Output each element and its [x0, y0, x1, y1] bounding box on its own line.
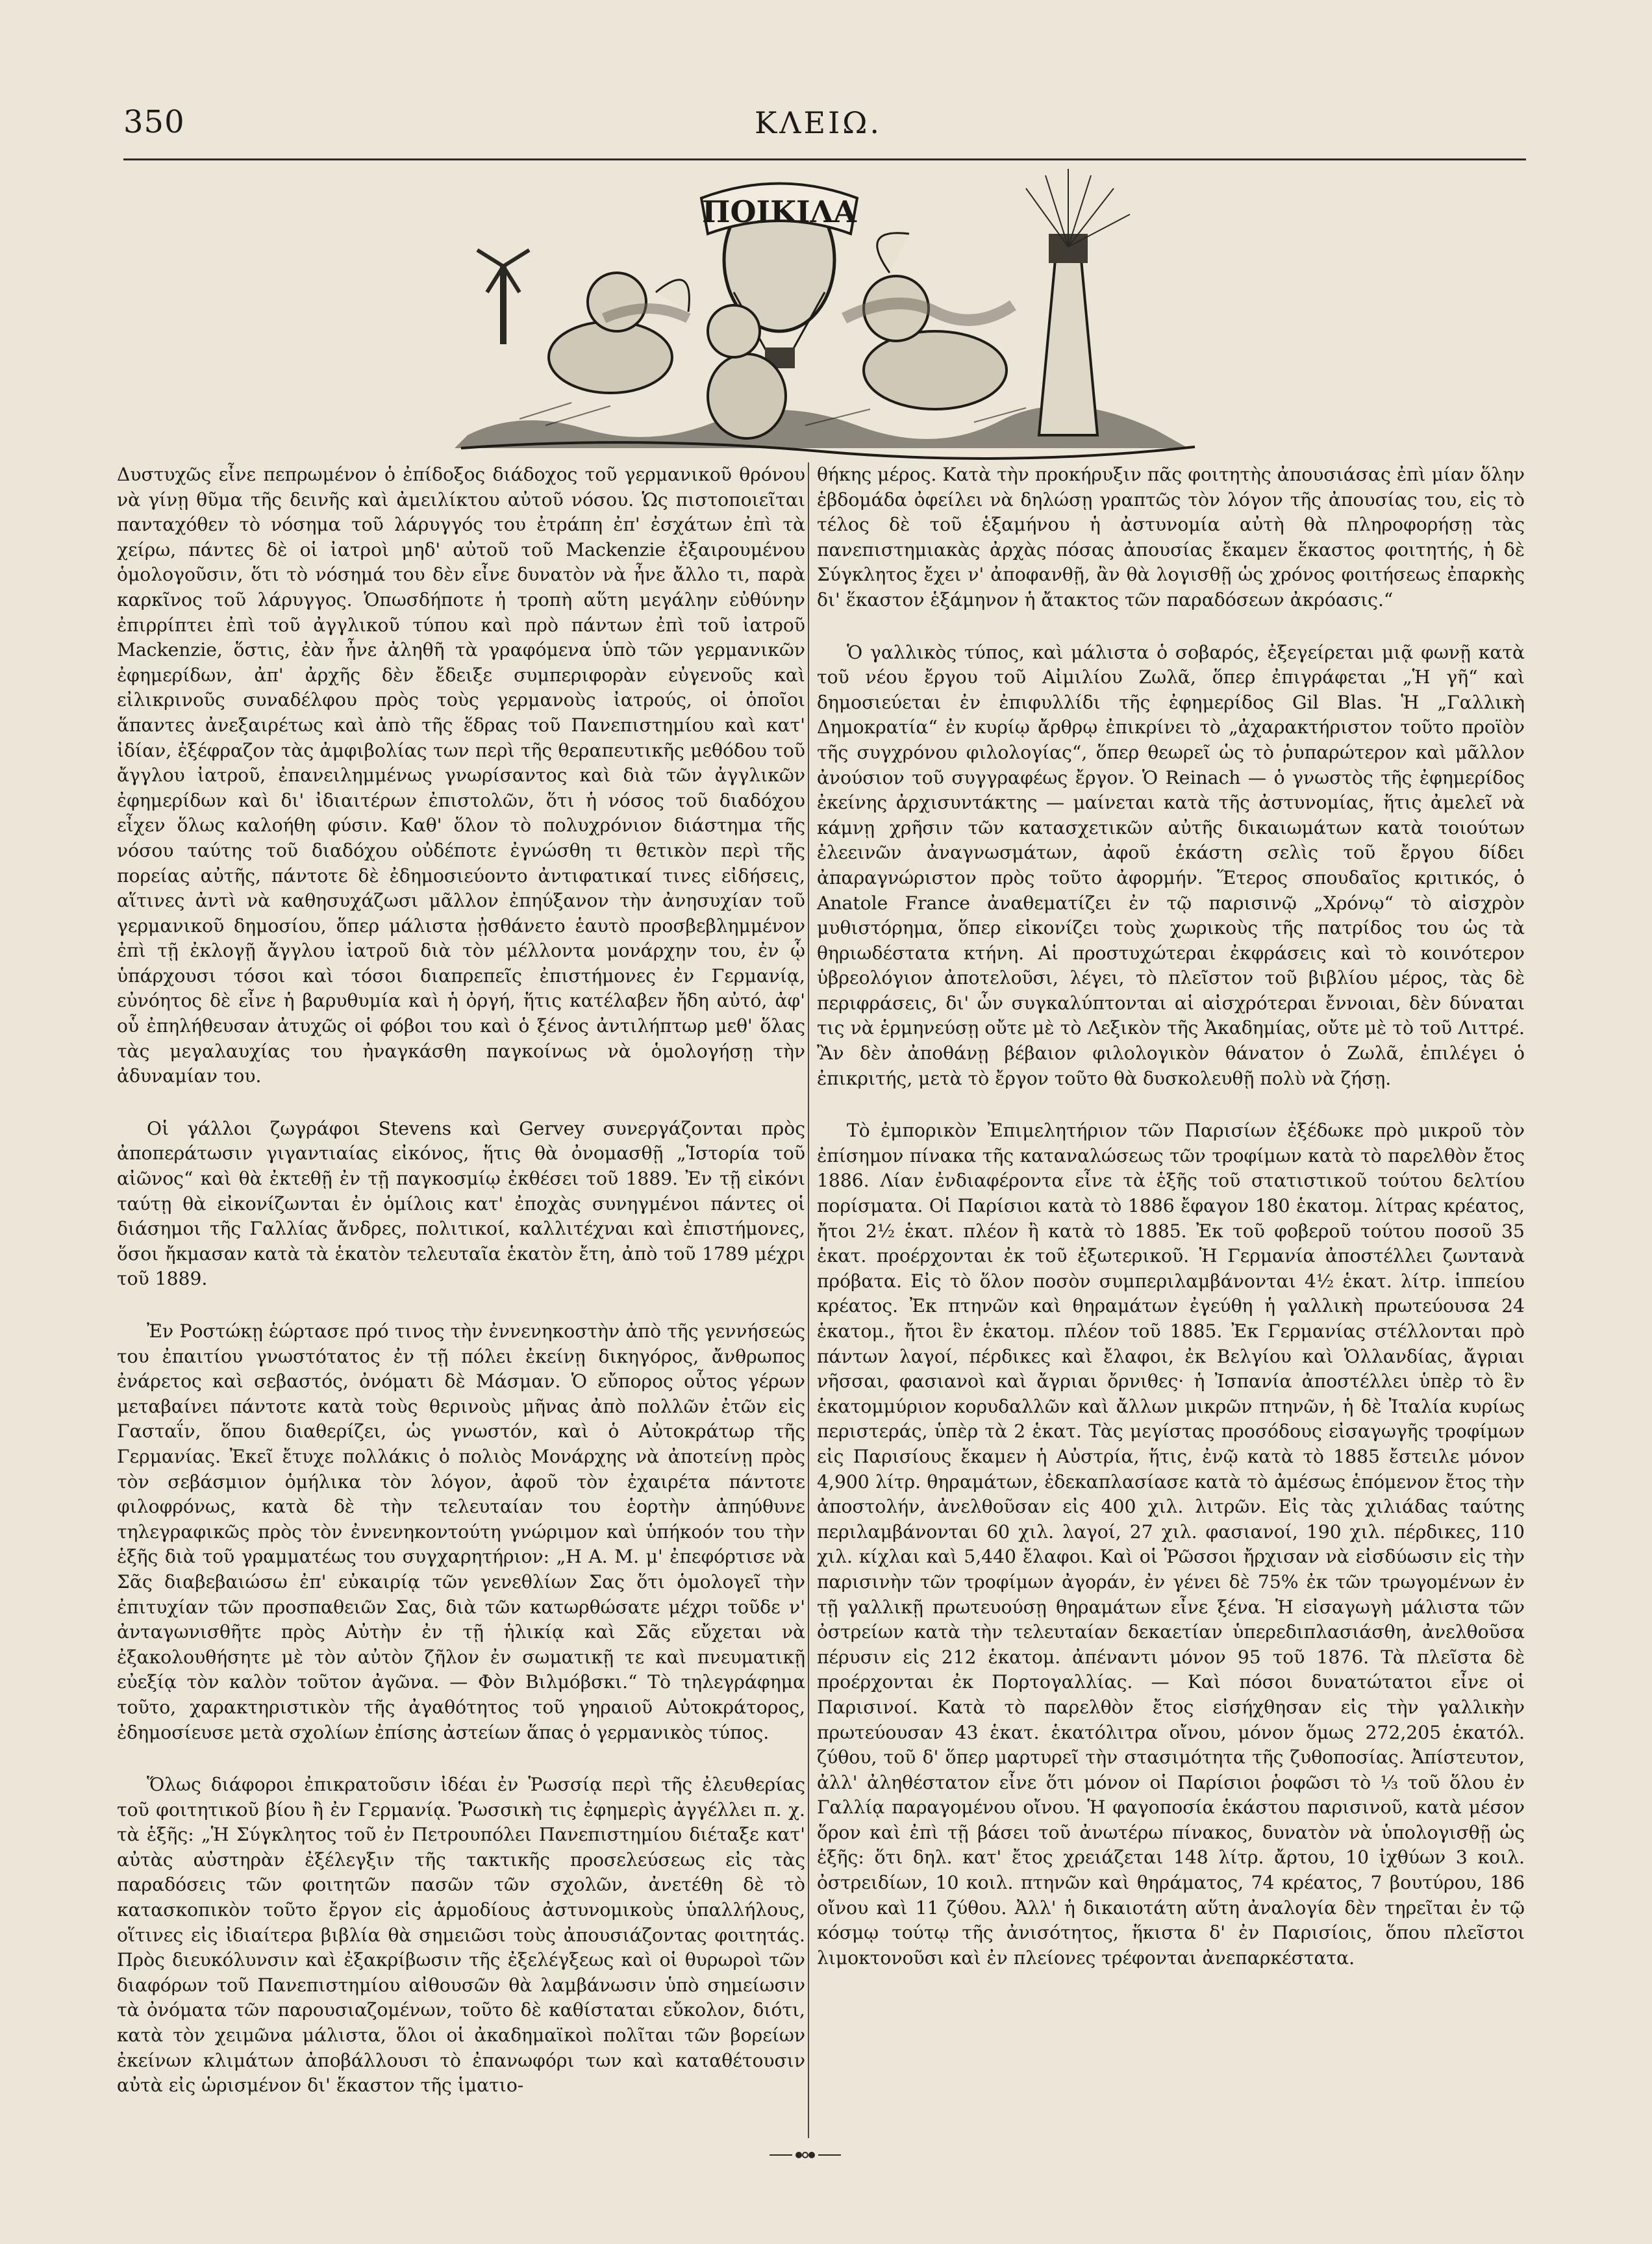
cherub-icon: [549, 273, 689, 393]
article-paragraph: Τὸ ἐμπορικὸν Ἐπιμελητήριον τῶν Παρισίων ἐξέδωκε πρὸ μικροῦ τὸν ἐπίσημον πίνακα τῆς καταναλώσεως τῶν τροφίμων κατὰ τὸ παρελθὸν ἔτος 1886. Λίαν ἐνδιαφέροντα εἶνε τὰ ἑξῆς τοῦ στατιστικοῦ τούτου δελτίου πορίσματα. Οἱ Παρίσιοι κατὰ τὸ 1886 ἔφαγον 180 ἑκατομ. λίτρας κρέατος, ἤτοι 2½ ἑκατ. πλέον ἢ κατὰ τὸ 1885. Ἐκ τοῦ φοβεροῦ τούτου ποσοῦ 35 ἑκατ. προέρχονται ἐκ τοῦ ἐξωτερικοῦ. Ἡ Γερμανία ἀποστέλλει ζωντανὰ πρόβατα. Εἰς τὸ ὅλον ποσὸν συμπεριλαμβάνονται 4½ ἑκατ. λίτρ. ἱππείου κρέατος. Ἐκ πτηνῶν καὶ θηραμάτων ἐγεύθη ἡ γαλλικὴ πρωτεύουσα 24 ἑκατομ., ἤτοι ἓν ἑκατομ. πλέον τοῦ 1885. Ἐκ Γερμανίας στέλλονται πρὸ πάντων λαγοί, πέρδικες καὶ ἔλαφοι, ἐκ Βελγίου καὶ Ὁλλανδίας, ἄγριαι νῆσσαι, φασιανοὶ καὶ ἄγριαι ὄρνιθες· ἡ Ἰσπανία ἀποστέλλει ὑπὲρ τὸ ἓν ἑκατομμύριον κορυδαλλῶν καὶ ἄλλων μικρῶν πτηνῶν, ἡ δὲ Ἰταλία κυρίως περιστεράς, ὑπὲρ τὰ 2 ἑκατ. Τὰς μεγίστας προσόδους εἰσαγωγῆς τροφίμων εἰς Παρισίους ἔκαμεν ἡ Αὐστρία, ἥτις, ἐνῷ κατὰ τὸ 1885 ἔστειλε μόνον 4,900 λίτρ. θηραμάτων, ἐδεκαπλασίασε κατὰ τὸ ἀμέσως ἑπόμενον ἔτος τὴν ἀποστολήν, ἀνελθοῦσαν εἰς 400 χιλ. λιτρῶν. Εἰς τὰς χιλιάδας ταύτης περιλαμβάνονται 60 χιλ. λαγοί, 27 χιλ. φασιανοί, 190 χιλ. πέρδικες, 110 χιλ. κίχλαι καὶ 5,440 ἔλαφοι. Καὶ οἱ Ῥῶσσοι ἤρχισαν νὰ εἰσδύωσιν εἰς τὴν παρισινὴν τῶν τροφίμων ἀγοράν, ἐν γένει δὲ 75% ἐκ τῶν τρωγομένων ἐν τῇ γαλλικῇ πρωτευούσῃ θηραμάτων εἶνε ξένα. Ἡ εἰσαγωγὴ μάλιστα τῶν ὀστρείων κατὰ τὴν τελευταίαν δεκαετίαν ὑπερεδιπλασιάσθη, ἀνελθοῦσα πέρυσιν εἰς 212 ἑκατομ. ἀπέναντι μόνον 95 τοῦ 1876. Τὰ πλεῖστα δὲ προέρχονται ἐκ Πορτογαλλίας. — Καὶ πόσοι δυνατώτατοι εἶνε οἱ Παρισινοί. Κατὰ τὸ παρελθὸν ἔτος εἰσήχθησαν εἰς τὴν γαλλικὴν πρωτεύουσαν 43 ἑκατ. ἑκατόλιτρα οἴνου, μόνον ὅμως 272,205 ἑκατόλ. ζύθου, τοῦ δ' ὅπερ μαρτυρεῖ τὴν στασιμότητα τῆς ζυθοποσίας. Ἀπίστευτον, ἀλλ' ἀληθέστατον εἶνε ὅτι μόνον οἱ Παρίσιοι ῥοφῶσι τὸ ⅓ τοῦ ὅλου ἐν Γαλλίᾳ παραγομένου οἴνου. Ἡ φαγοποσία ἑκάστου παρισινοῦ, κατὰ μέσον ὅρον καὶ ἐπὶ τῇ βάσει τοῦ ἀνωτέρω πίνακος, δυνατὸν νὰ ὑπολογισθῇ ὡς ἑξῆς: ὅτι δηλ. κατ' ἔτος χρειάζεται 148 λίτρ. ἄρτου, 10 ἰχθύων 3 κοιλ. ὀστρειδίων, 10 κοιλ. πτηνῶν καὶ θηράματος, 74 κρέατος, 7 βουτύρου, 186 οἴνου καὶ 11 ζύθου. Ἀλλ' ἡ δικαιοτάτη αὕτη ἀναλογία δὲν τηρεῖται ἐν τῷ κόσμῳ τούτῳ τῆς ἀνισότητος, ἥκιστα δ' ἐν Παρισίοις, ὅπου πλεῖστοι λιμοκτονοῦσι καὶ ἐν πλείονες τρέφονται ἀνεπαρκέστατα.: [817, 1120, 1525, 1969]
column-divider: [808, 462, 809, 2138]
article-paragraph: Ὅλως διάφοροι ἐπικρατοῦσιν ἰδέαι ἐν Ῥωσσίᾳ περὶ τῆς ἐλευθερίας τοῦ φοιτητικοῦ βίου ἢ ἐν Γερμανίᾳ. Ῥωσσικὴ τις ἐφημερὶς ἀγγέλλει π. χ. τὰ ἑξῆς: „Ἡ Σύγκλητος τοῦ ἐν Πετρουπόλει Πανεπιστημίου διέταξε κατ' αὐτὰς αὐστηρὰν ἐξέλεγξιν τῆς τακτικῆς προσελεύσεως εἰς τὰς παραδόσεις τῶν φοιτητῶν πασῶν τῶν σχολῶν, ἀνετέθη δὲ τὸ κατασκοπικὸν τοῦτο ἔργον εἰς ἁρμοδίους ἀστυνομικοὺς ὑπαλλήλους, οἵτινες εἰς ἰδιαίτερα βιβλία θὰ σημειῶσι τοὺς ἀπουσιάζοντας φοιτητάς. Πρὸς διευκόλυνσιν καὶ ἐξακρίβωσιν τῆς ἐξελέγξεως καὶ οἱ θυρωροὶ τῶν διαφόρων τοῦ Πανεπιστημίου αἰθουσῶν θὰ λαμβάνωσιν ὑπὸ σημείωσιν τὰ ὀνόματα τῶν παρουσιαζομένων, τοῦτο δὲ καθίσταται εὔκολον, διότι, κατὰ τὸν χειμῶνα μάλιστα, ὅλοι οἱ ἀκαδημαϊκοὶ πολῖται τῶν βορείων ἐκείνων κλιμάτων ἀποβάλλουσι τὸ ἐπανωφόρι των καὶ καταθέτουσιν αὐτὰ εἰς ὡρισμένον δι' ἕκαστον τῆς ἱματιο-: [117, 1774, 805, 2097]
lighthouse-icon: [1026, 169, 1130, 435]
article-paragraph: Δυστυχῶς εἶνε πεπρωμένον ὁ ἐπίδοξος διάδοχος τοῦ γερμανικοῦ θρόνου νὰ γίνῃ θῦμα τῆς δεινῆς καὶ ἀμειλίκτου αὐτοῦ νόσου. Ὡς πιστοποιεῖται πανταχόθεν τὸ νόσημα τοῦ λάρυγγός του ἐτράπη ἐπ' ἐσχάτων ἐπὶ τὰ χείρω, πάντες δὲ οἱ ἰατροὶ μηδ' αὐτοῦ τοῦ Mackenzie ἐξαιρουμένου ὁμολογοῦσιν, ὅτι τὸ νόσημά του δὲν εἶνε δυνατὸν νὰ ἦνε ἄλλο τι, παρὰ καρκῖνος τοῦ λάρυγγος. Ὁπωσδήποτε ἡ τροπὴ αὕτη μεγάλην εὐθύνην ἐπιρρίπτει ἐπὶ τοῦ ἀγγλικοῦ τύπου καὶ πρὸ πάντων ἐπὶ τοῦ ἰατροῦ Mackenzie, ὅστις, ἐὰν ἦνε ἀληθῆ τὰ γραφόμενα ὑπὸ τῶν γερμανικῶν ἐφημερίδων, ἀπ' ἀρχῆς δὲν ἔδειξε συμπεριφορὰν εὐγενοῦς καὶ εἰλικρινοῦς συναδέλφου πρὸς τοὺς γερμανοὺς ἰατρούς, οἱ ὁποῖοι ἅπαντες ἀνεξαιρέτως καὶ ἀπὸ τῆς ἕδρας τοῦ Πανεπιστημίου καὶ κατ' ἰδίαν, ἐξέφραζον τὰς ἀμφιβολίας των περὶ τῆς θεραπευτικῆς μεθόδου τοῦ ἄγγλου ἰατροῦ, ἐπανειλημμένως γνωρίσαντος καὶ διὰ τῶν ἀγγλικῶν ἐφημερίδων καὶ δι' ἰδιαιτέρων ἐπιστολῶν, ὅτι ἡ νόσος τοῦ διαδόχου εἶχεν ὅλως καλοήθη φύσιν. Καθ' ὅλον τὸ πολυχρόνιον διάστημα τῆς νόσου ταύτης τοῦ διαδόχου οὐδέποτε ἐγνώσθη τι θετικὸν περὶ τῆς πορείας αὐτῆς, πάντοτε δὲ ἐδημοσιεύοντο ἀντιφατικαί τινες εἰδήσεις, αἵτινες ἀντὶ νὰ καθησυχάζωσι μᾶλλον ἐπηύξανον τὴν ἀνησυχίαν τοῦ γερμανικοῦ δημοσίου, ὅπερ μάλιστα ᾐσθάνετο ἑαυτὸ προσβεβλημμένον ἐπὶ τῇ ἐκλογῇ ἄγγλου ἰατροῦ διὰ τὸν μέλλοντα μονάρχην του, ἐν ᾧ ὑπάρχουσι τόσοι καὶ τόσοι διαπρεπεῖς ἐπιστήμονες ἐν Γερμανίᾳ, εὐνόητος δὲ εἶνε ἡ βαρυθυμία καὶ ἡ ὀργή, ἥτις κατέλαβεν ἤδη αὐτό, ἀφ' οὗ ἐπηλήθευσαν ἀτυχῶς οἱ φόβοι του καὶ ὁ ξένος ἀντιλήπτωρ μεθ' ὅλας τὰς μεγαλαυχίας του ἠναγκάσθη παγκοίνως νὰ ὁμολογήσῃ τὴν ἀδυναμίαν του.: [117, 464, 805, 1087]
article-paragraph: θήκης μέρος. Κατὰ τὴν προκήρυξιν πᾶς φοιτητὴς ἀπουσιάσας ἐπὶ μίαν ὅλην ἑβδομάδα ὀφείλει νὰ δηλώσῃ γραπτῶς τὸν λόγον τῆς ἀπουσίας του, εἰς τὸ τέλος δὲ τοῦ ἑξαμήνου ἡ ἀστυνομία αὐτὴ θὰ πληροφορήσῃ τὰς πανεπιστημιακὰς ἀρχὰς πόσας ἀπουσίας ἔκαμεν ἕκαστος φοιτητής, ἡ δὲ Σύγκλητος ἔχει ν' ἀποφανθῇ, ἂν θὰ λογισθῇ ὡς χρόνος φοιτήσεως ἐπαρκὴς δι' ἕκαστον ἑξάμηνον ἡ ἄτακτος τῶν παραδόσεων ἀκρόασις.“: [817, 464, 1525, 611]
windmill-icon: [477, 250, 529, 344]
poikila-vignette: [442, 162, 1201, 468]
right-column: [817, 462, 1525, 1971]
article-paragraph: Ἐν Ροστώκῃ ἑώρτασε πρό τινος τὴν ἐννενηκοστὴν ἀπὸ τῆς γεννήσεώς του ἐπαιτίου γνωστότατος ἐν τῇ πόλει ἐκείνῃ δικηγόρος, ἄνθρωπος ἐνάρετος καὶ σεβαστός, ὀνόματι δὲ Μάσμαν. Ὁ εὔπορος οὗτος γέρων μεταβαίνει πάντοτε κατὰ τοὺς θερινοὺς μῆνας ἀπὸ πολλῶν ἐτῶν εἰς Γασταΐν, ὅπου διαθερίζει, ὡς γνωστόν, καὶ ὁ Αὐτοκράτωρ τῆς Γερμανίας. Ἐκεῖ ἔτυχε πολλάκις ὁ πολιὸς Μονάρχης νὰ ἀποτείνῃ πρὸς τὸν σεβάσμιον ὁμήλικα τὸν λόγον, ἀφοῦ τὸν ἐχαιρέτα πάντοτε φιλοφρόνως, κατὰ δὲ τὴν τελευταίαν του ἑορτὴν ἀπηύθυνε τηλεγραφικῶς πρὸς τὸν ἐννενηκοντούτη γνώριμον καὶ ὑπήκοόν του τὴν ἑξῆς διὰ τοῦ γραμματέως του συγχαρητήριον: „Η Α. Μ. μ' ἐπεφόρτισε νὰ Σᾶς διαβεβαιώσω ἐπ' εὐκαιρίᾳ τῶν γενεθλίων Σας ὅτι ὁμολογεῖ τὴν ἐπιτυχίαν τῶν προσπαθειῶν Σας, διὰ τῶν κατωρθώσατε μέχρι τοῦδε ν' ἀνταγωνισθῆτε πρὸς Αὐτὴν ἐν τῇ ἡλικίᾳ καὶ Σᾶς εὔχεται νὰ ἐξακολουθήσητε μὲ τὸν αὐτὸν ζῆλον ἐν σωματικῇ τε καὶ πνευματικῇ εὐεξίᾳ τὸν καλὸν τοῦτον ἀγῶνα. — Φὸν Βιλμόβσκι.“ Τὸ τηλεγράφημα τοῦτο, χαρακτηριστικὸν τῆς ἀγαθότητος τοῦ γηραιοῦ Αὐτοκράτορος, ἐδημοσίευσε μετὰ σχολίων ἐπίσης ἀστείων ἅπας ὁ γερμανικὸς τύπος.: [117, 1320, 805, 1743]
article-paragraph: Ὁ γαλλικὸς τύπος, καὶ μάλιστα ὁ σοβαρός, ἐξεγείρεται μιᾷ φωνῇ κατὰ τοῦ νέου ἔργου τοῦ Αἰμιλίου Ζωλᾶ, ὅπερ ἐπιγράφεται „Ἡ γῆ“ καὶ δημοσιεύεται ἐν ἐπιφυλλίδι τῆς ἐφημερίδος Gil Blas. Ἡ „Γαλλικὴ Δημοκρατία“ ἐν κυρίῳ ἄρθρῳ ἐπικρίνει τὸ „ἀχαρακτήριστον τοῦτο προϊὸν τῆς συγχρόνου φιλολογίας“, ὅπερ θεωρεῖ ὡς τὸ ῥυπαρώτερον καὶ μᾶλλον ἀνούσιον τοῦ συγγραφέως ἔργον. Ὁ Reinach — ὁ γνωστὸς τῆς ἐφημερίδος ἐκείνης ἀρχισυντάκτης — μαίνεται κατὰ τῆς ἀστυνομίας, ἥτις ἀμελεῖ νὰ κάμνῃ χρῆσιν τῶν κατασχετικῶν αὐτῆς δικαιωμάτων κατὰ τοιούτων ἐλεεινῶν ἀναγνωσμάτων, ἀφοῦ ἑκάστη σελὶς τοῦ ἔργου δίδει ἀπαραγνώριστον πρὸς τοῦτο ἀφορμήν. Ἕτερος σπουδαῖος κριτικός, ὁ Anatole France ἀναθεματίζει ἐν τῷ παρισινῷ „Χρόνῳ“ τὸ αἰσχρὸν μυθιστόρημα, ὅπερ εἰκονίζει τοὺς χωρικοὺς τῆς πατρίδος του ὡς τὰ θηριωδέστατα κτήνη. Αἱ προστυχώτεραι ἐκφράσεις καὶ τὸ κοινότερον ὑβρεολόγιον ἀποτελοῦσι, λέγει, τὸ πλεῖστον τοῦ βιβλίου μέρος, τὰς δὲ περιφράσεις, δι' ὧν συγκαλύπτονται αἱ αἰσχρότεραι ἔννοιαι, δὲν δύναται τις νὰ ἑρμηνεύσῃ οὔτε μὲ τὸ Λεξικὸν τῆς Ἀκαδημίας, οὔτε μὲ τὸ τοῦ Λιττρέ. Ἂν δὲν ἀποθάνῃ βέβαιον φιλολογικὸν θάνατον ὁ Ζωλᾶ, ἐπιλέγει ὁ ἐπικριτής, μετὰ τὸ ἔργον τοῦτο θὰ δυσκολευθῇ πολὺ νὰ ζήσῃ.: [817, 641, 1525, 1089]
article-paragraph: Οἱ γάλλοι ζωγράφοι Stevens καὶ Gervey συνεργάζονται πρὸς ἀποπεράτωσιν γιγαντιαίας εἰκόνος, ἥτις θὰ ὀνομασθῇ „Ἱστορία τοῦ αἰῶνος“ καὶ θὰ ἐκτεθῇ ἐν τῇ παγκοσμίῳ ἐκθέσει τοῦ 1889. Ἐν τῇ εἰκόνι ταύτῃ θὰ εἰκονίζωνται ἐν ὁμίλοις κατ' ἐποχὰς συνηγμένοι πάντες οἱ διάσημοι τῆς Γαλλίας ἄνδρες, πολιτικοί, καλλιτέχναι καὶ ἐπιστήμονες, ὅσοι ἤκμασαν κατὰ τὰ ἑκατὸν τελευταῖα ἑκατὸν ἔτη, ἀπὸ τοῦ 1789 μέχρι τοῦ 1889.: [117, 1117, 805, 1290]
page-header: [123, 97, 1513, 149]
header-rule: [123, 158, 1526, 160]
poikila-banner: [701, 184, 857, 234]
vignette-illustration: [442, 162, 1201, 468]
left-column: [117, 462, 805, 2099]
page-number: 350: [123, 104, 185, 140]
journal-title: ΚΛΕΙΩ.: [754, 105, 882, 140]
banner-text: ΠΟΙΚΙΛΑ: [702, 194, 857, 229]
footer-ornament-icon: [766, 2149, 844, 2162]
